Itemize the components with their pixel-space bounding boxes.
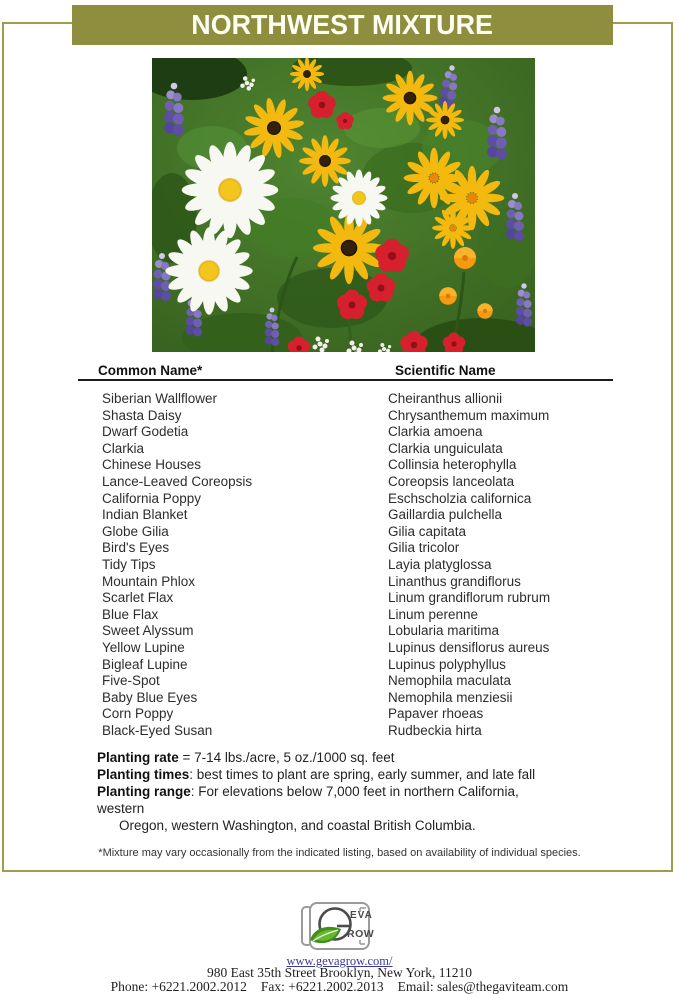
common-name-cell: Yellow Lupine bbox=[102, 639, 185, 655]
planting-rate-text: = 7-14 lbs./acre, 5 oz./1000 sq. feet bbox=[178, 750, 395, 765]
table-row bbox=[78, 540, 613, 557]
scientific-name-cell: Collinsia heterophylla bbox=[388, 457, 517, 473]
website-link[interactable]: www.gevagrow.com/ bbox=[286, 954, 393, 968]
table-row bbox=[78, 557, 613, 574]
table-row bbox=[78, 657, 613, 674]
scientific-name-cell: Eschscholzia californica bbox=[388, 490, 532, 506]
common-name-cell: Blue Flax bbox=[102, 606, 159, 622]
table-row bbox=[78, 673, 613, 690]
fax-number: Fax: +6221.2002.2013 bbox=[260, 979, 384, 994]
common-name-cell: Indian Blanket bbox=[102, 507, 188, 523]
scientific-name-cell: Lupinus polyphyllus bbox=[388, 656, 506, 672]
common-name-cell: Bird's Eyes bbox=[102, 540, 170, 556]
table-row bbox=[78, 574, 613, 591]
common-name-cell: Scarlet Flax bbox=[102, 590, 174, 606]
common-name-cell: Dwarf Godetia bbox=[102, 424, 189, 440]
planting-times-line bbox=[97, 766, 612, 783]
logo-text-row: ROW bbox=[347, 928, 375, 940]
scientific-name-cell: Coreopsis lanceolata bbox=[388, 473, 515, 489]
scientific-name-cell: Cheiranthus allionii bbox=[388, 391, 503, 406]
table-row bbox=[78, 723, 613, 740]
scientific-name-cell: Clarkia unguiculata bbox=[388, 440, 503, 456]
scientific-name-cell: Gilia capitata bbox=[388, 523, 467, 539]
common-name-cell: Chinese Houses bbox=[102, 457, 202, 473]
scientific-name-cell: Nemophila menziesii bbox=[388, 689, 513, 705]
table-row bbox=[78, 424, 613, 441]
planting-times-text: : best times to plant are spring, early summer, and late fall bbox=[189, 767, 536, 782]
planting-times-label: Planting times bbox=[97, 767, 190, 782]
common-name-cell: Bigleaf Lupine bbox=[102, 656, 188, 672]
scientific-name-cell: Gilia tricolor bbox=[388, 540, 460, 556]
common-name-cell: Corn Poppy bbox=[102, 706, 174, 722]
common-name-cell: Lance-Leaved Coreopsis bbox=[102, 473, 253, 489]
scientific-name-cell: Clarkia amoena bbox=[388, 424, 483, 440]
scientific-name-cell: Papaver rhoeas bbox=[388, 706, 484, 722]
common-name-cell: Five-Spot bbox=[102, 673, 160, 689]
planting-rate-line bbox=[97, 749, 612, 766]
column-header-scientific-name: Scientific Name bbox=[395, 363, 496, 378]
table-row bbox=[78, 607, 613, 624]
email-address: Email: sales@thegaviteam.com bbox=[397, 979, 569, 994]
scientific-name-cell: Gaillardia pulchella bbox=[388, 507, 503, 523]
common-name-cell: California Poppy bbox=[102, 490, 202, 506]
common-name-cell: Clarkia bbox=[102, 440, 145, 456]
common-name-cell: Globe Gilia bbox=[102, 523, 169, 539]
table-header-rule bbox=[78, 379, 613, 381]
table-row bbox=[78, 408, 613, 425]
table-row bbox=[78, 474, 613, 491]
street-address: 980 East 35th Street Brooklyn, New York, 11210 bbox=[207, 965, 472, 980]
planting-range-line bbox=[97, 783, 612, 800]
page-title: NORTHWEST MIXTURE bbox=[191, 9, 494, 40]
table-row bbox=[78, 640, 613, 657]
column-header-common-name: Common Name* bbox=[98, 363, 203, 378]
scientific-name-cell: Lobularia maritima bbox=[388, 623, 500, 639]
common-name-cell: Mountain Phlox bbox=[102, 573, 196, 589]
table-row bbox=[78, 507, 613, 524]
scientific-name-cell: Lupinus densiflorus aureus bbox=[388, 639, 550, 655]
scientific-name-cell: Layia platyglossa bbox=[388, 556, 492, 572]
table-row bbox=[78, 623, 613, 640]
planting-rate-label: Planting rate bbox=[97, 750, 179, 765]
header-bar bbox=[72, 5, 613, 45]
common-name-cell: Siberian Wallflower bbox=[102, 391, 218, 406]
common-name-cell: Baby Blue Eyes bbox=[102, 689, 198, 705]
phone-number: Phone: +6221.2002.2012 bbox=[110, 979, 247, 994]
scientific-name-cell: Linum grandiflorum rubrum bbox=[388, 590, 551, 606]
table-row bbox=[78, 391, 613, 408]
planting-range-continuation: Oregon, western Washington, and coastal British Columbia. bbox=[119, 818, 476, 833]
scientific-name-cell: Rudbeckia hirta bbox=[388, 722, 482, 738]
scientific-name-cell: Chrysanthemum maximum bbox=[388, 407, 550, 423]
logo-text-eva: EVA bbox=[350, 910, 373, 921]
contact-line bbox=[0, 979, 679, 994]
common-name-cell: Shasta Daisy bbox=[102, 407, 182, 423]
scientific-name-cell: Linanthus grandiflorus bbox=[388, 573, 521, 589]
table-row bbox=[78, 690, 613, 707]
common-name-cell: Tidy Tips bbox=[102, 556, 156, 572]
common-name-cell: Sweet Alyssum bbox=[102, 623, 194, 639]
planting-info bbox=[97, 749, 612, 834]
scientific-name-cell: Linum perenne bbox=[388, 606, 479, 622]
table-row bbox=[78, 524, 613, 541]
planting-range-text: : For elevations below 7,000 feet in northern California, bbox=[190, 784, 519, 799]
scientific-name-cell: Nemophila maculata bbox=[388, 673, 512, 689]
table-row bbox=[78, 441, 613, 458]
mixture-disclaimer: *Mixture may vary occasionally from the indicated listing, based on availability of individual species. bbox=[98, 847, 581, 859]
planting-range-label: Planting range bbox=[97, 784, 191, 799]
species-table-body bbox=[78, 391, 613, 739]
table-row bbox=[78, 491, 613, 508]
table-row bbox=[78, 706, 613, 723]
table-row bbox=[78, 457, 613, 474]
common-name-cell: Black-Eyed Susan bbox=[102, 722, 213, 738]
table-row bbox=[78, 590, 613, 607]
geva-grow-logo bbox=[300, 900, 378, 952]
planting-range-wrap: western bbox=[97, 801, 145, 816]
wildflower-photo bbox=[152, 58, 535, 352]
